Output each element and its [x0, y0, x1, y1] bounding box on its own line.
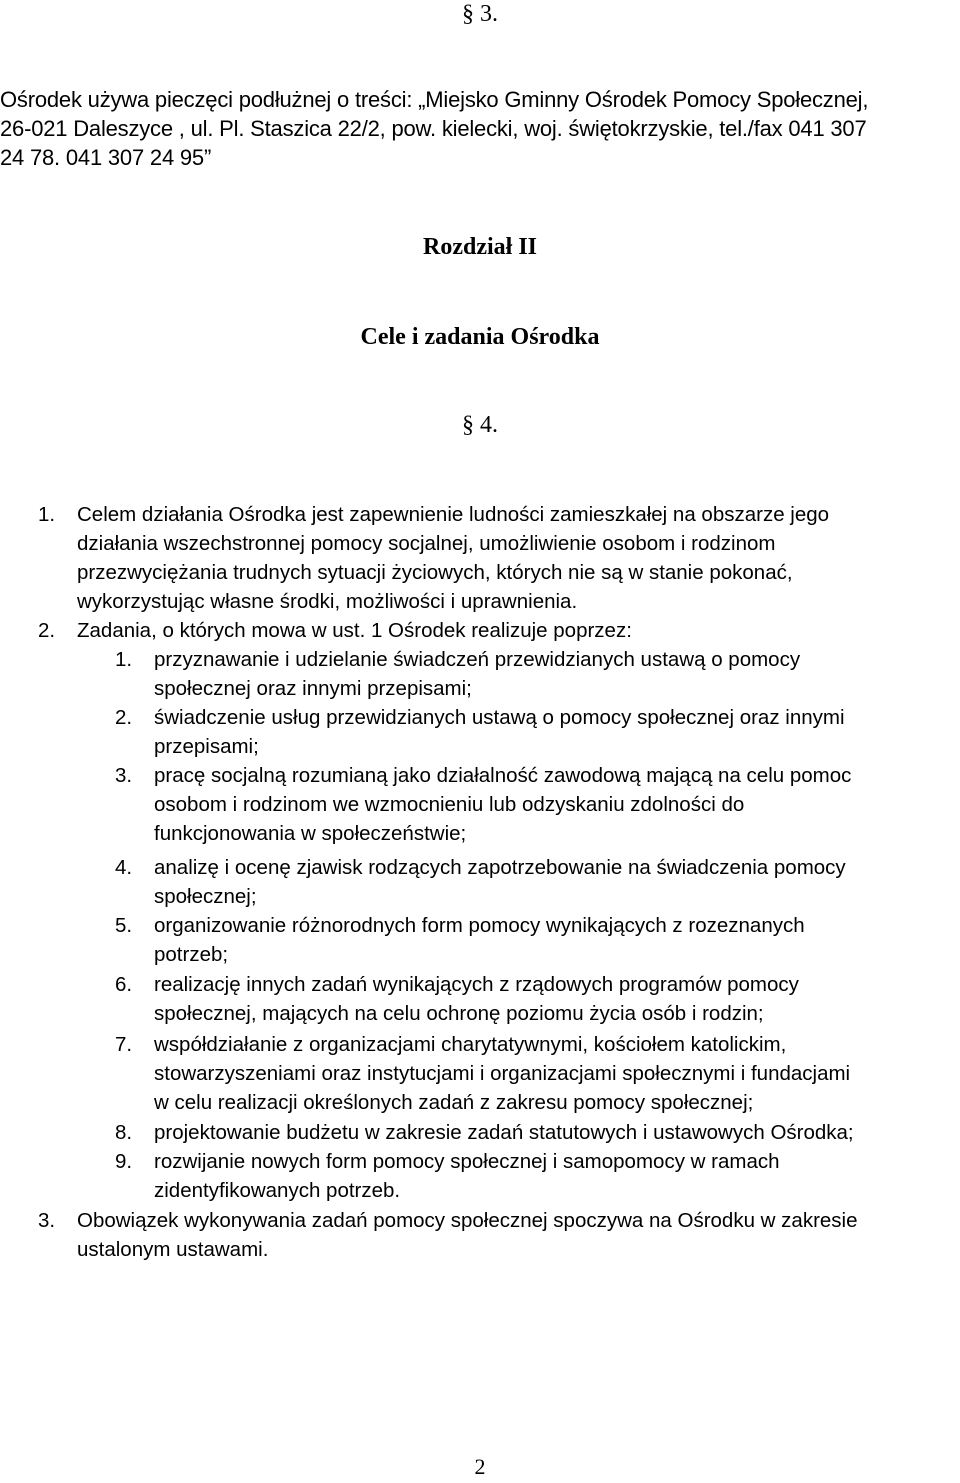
paragraph-line: wykorzystując własne środki, możliwości i uprawnienia.	[77, 590, 578, 613]
list-item-number: 6.	[115, 973, 133, 996]
list-item-number: 2.	[115, 706, 133, 729]
list-item-line: funkcjonowania w społeczeństwie;	[154, 822, 467, 845]
list-item-line: zidentyfikowanych potrzeb.	[154, 1179, 401, 1202]
paragraph-line: działania wszechstronnej pomocy socjalnej, umożliwienie osobom i rodzinom	[77, 532, 776, 555]
paragraph-2-text	[77, 616, 632, 645]
stamp-text	[0, 85, 960, 172]
list-item-line: projektowanie budżetu w zakresie zadań statutowych i ustawowych Ośrodka;	[154, 1121, 854, 1144]
paragraph-line: przezwyciężania trudnych sytuacji życiowych, których nie są w stanie pokonać,	[77, 561, 793, 584]
paragraph-line: ustalonym ustawami.	[77, 1238, 269, 1261]
list-item-number: 4.	[115, 856, 133, 879]
list-item-line: świadczenie usług przewidzianych ustawą o pomocy społecznej oraz innymi	[154, 706, 845, 729]
list-item	[154, 911, 805, 969]
list-item	[154, 853, 846, 911]
list-item-line: potrzeb;	[154, 943, 229, 966]
list-item-line: realizację innych zadań wynikających z rządowych programów pomocy	[154, 973, 799, 996]
list-item-line: w celu realizacji określonych zadań z zakresu pomocy społecznej;	[154, 1091, 754, 1114]
list-item-line: rozwijanie nowych form pomocy społecznej i samopomocy w ramach	[154, 1150, 780, 1173]
paragraph-line: Obowiązek wykonywania zadań pomocy społecznej spoczywa na Ośrodku w zakresie	[77, 1209, 858, 1232]
stamp-line: Ośrodek używa pieczęci podłużnej o treści: „Miejsko Gminny Ośrodek Pomocy Społecznej,	[0, 87, 869, 112]
chapter-title: Rozdział II	[423, 234, 537, 260]
stamp-line: 24 78. 041 307 24 95”	[0, 145, 212, 170]
paragraph-line: Celem działania Ośrodka jest zapewnienie ludności zamieszkałej na obszarze jego	[77, 503, 830, 526]
list-item-line: społecznej oraz innymi przepisami;	[154, 677, 472, 700]
paragraph-number: 2.	[38, 619, 56, 642]
list-item-number: 1.	[115, 648, 133, 671]
list-item-line: współdziałanie z organizacjami charytatywnymi, kościołem katolickim,	[154, 1033, 787, 1056]
list-item	[154, 703, 845, 761]
list-item-line: organizowanie różnorodnych form pomocy wynikających z rozeznanych	[154, 914, 805, 937]
list-item	[154, 970, 799, 1028]
list-item-number: 7.	[115, 1033, 133, 1056]
list-item-line: społecznej, mających na celu ochronę poziomu życia osób i rodzin;	[154, 1002, 764, 1025]
paragraph-3-text	[77, 1206, 858, 1264]
list-item-number: 9.	[115, 1150, 133, 1173]
list-item	[154, 1118, 854, 1147]
page-number: 2	[474, 1454, 486, 1479]
list-item-line: społecznej;	[154, 885, 257, 908]
list-item-number: 8.	[115, 1121, 133, 1144]
list-item-line: przyznawanie i udzielanie świadczeń przewidzianych ustawą o pomocy	[154, 648, 801, 671]
list-item-number: 3.	[115, 764, 133, 787]
list-item-line: pracę socjalną rozumianą jako działalność zawodową mającą na celu pomoc	[154, 764, 852, 787]
paragraph-1-text	[77, 500, 829, 616]
section-4-body	[0, 500, 960, 1300]
list-item	[154, 1030, 850, 1117]
section-4-heading: § 4.	[462, 412, 498, 438]
list-item	[154, 761, 851, 848]
paragraph-line: Zadania, o których mowa w ust. 1 Ośrodek realizuje poprzez:	[77, 619, 632, 642]
paragraph-number: 3.	[38, 1209, 56, 1232]
section-3-heading: § 3.	[462, 1, 498, 27]
chapter-subtitle: Cele i zadania Ośrodka	[360, 324, 600, 350]
list-item-number: 5.	[115, 914, 133, 937]
list-item-line: analizę i ocenę zjawisk rodzących zapotrzebowanie na świadczenia pomocy	[154, 856, 846, 879]
list-item-line: przepisami;	[154, 735, 259, 758]
list-item	[154, 1147, 780, 1205]
list-item	[154, 645, 800, 703]
list-item-line: osobom i rodzinom we wzmocnieniu lub odzyskaniu zdolności do	[154, 793, 745, 816]
list-item-line: stowarzyszeniami oraz instytucjami i organizacjami społecznymi i fundacjami	[154, 1062, 851, 1085]
stamp-line: 26-021 Daleszyce , ul. Pl. Staszica 22/2, pow. kielecki, woj. świętokrzyskie, tel./fax 041 307	[0, 116, 867, 141]
paragraph-number: 1.	[38, 503, 56, 526]
